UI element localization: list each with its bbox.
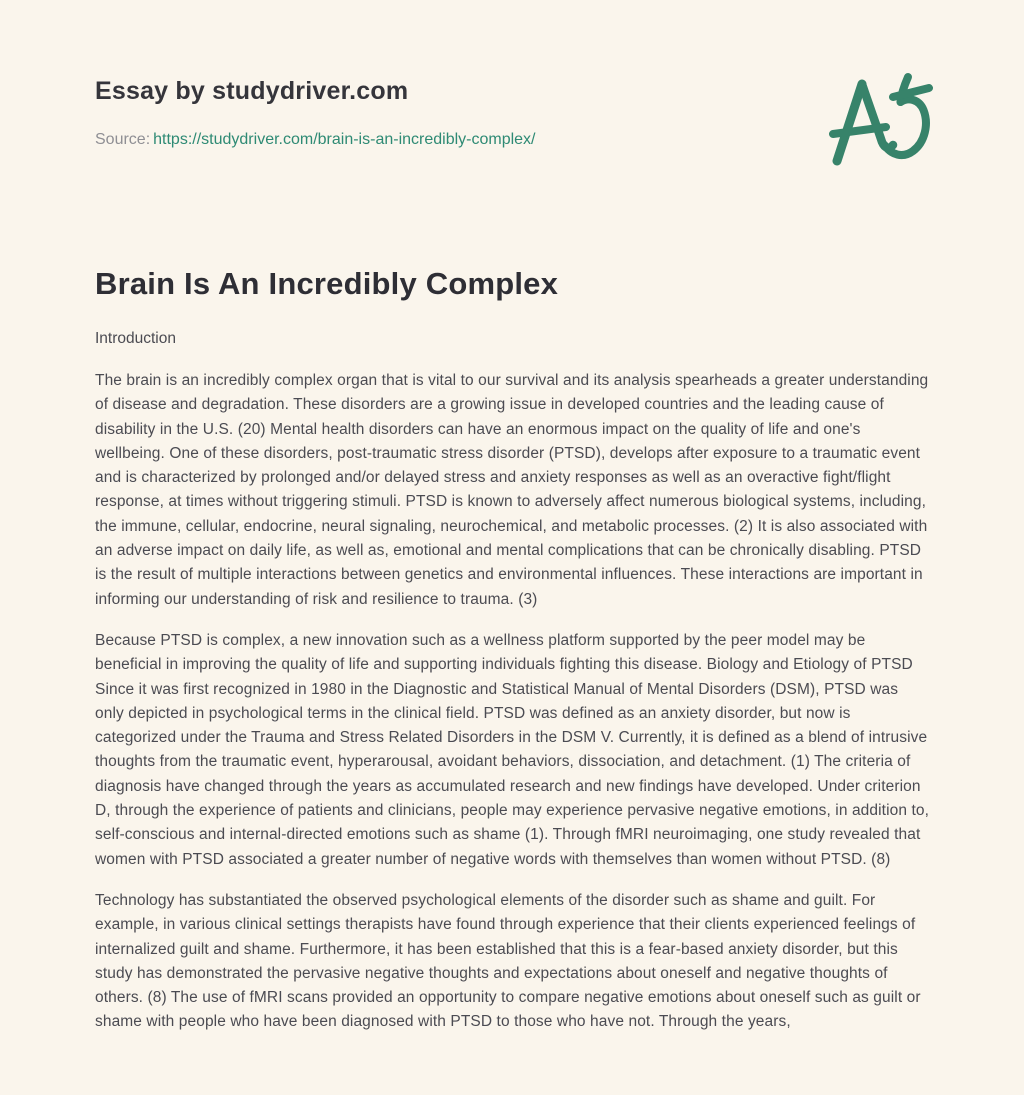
source-line (95, 131, 929, 149)
document-header (95, 0, 929, 149)
essay-article (95, 266, 929, 1035)
essay-body (95, 369, 929, 1035)
essay-paragraph-2: Because PTSD is complex, a new innovation such as a wellness platform supported by the peer model may be beneficial in improving the quality of life and supporting individuals fighting this disease. Biology and Etiology of PTSD Since it was first recognized in 1980 in the Diagnostic and Statistical Manual of Mental Disorders (DSM), PTSD was only depicted in psychological terms in the clinical field. PTSD was defined as an anxiety disorder, but now is categorized under the Trauma and Stress Related Disorders in the DSM V. Currently, it is defined as a blend of intrusive thoughts from the traumatic event, hyperarousal, avoidant behaviors, dissociation, and detachment. (1) The criteria of diagnosis have changed through the years as accumulated research and new findings have developed. Under criterion D, through the experience of patients and clinicians, people may experience pervasive negative emotions, in addition to, self-conscious and internal-directed emotions such as shame (1). Through fMRI neuroimaging, one study revealed that women with PTSD associated a greater number of negative words with themselves than women without PTSD. (8) (95, 631, 929, 868)
a-plus-logo-icon (820, 60, 952, 176)
source-label: Source: (95, 131, 151, 148)
source-link[interactable]: https://studydriver.com/brain-is-an-incredibly-complex/ (153, 131, 536, 148)
section-label-introduction: Introduction (95, 330, 176, 347)
essay-title: Brain Is An Incredibly Complex (95, 266, 559, 301)
site-header-title: Essay by studydriver.com (95, 77, 409, 105)
essay-paragraph-1: The brain is an incredibly complex organ that is vital to our survival and its analysis spearheads a greater understanding of disease and degradation. These disorders are a growing issue in developed countries and the leading cause of disability in the U.S. (20) Mental health disorders can have an enormous impact on the quality of life and one's wellbeing. One of these disorders, post-traumatic stress disorder (PTSD), develops after exposure to a traumatic event and is characterized by prolonged and/or delayed stress and anxiety responses as well as an overactive fight/flight response, at times without triggering stimuli. PTSD is known to adversely affect numerous biological systems, including, the immune, cellular, endocrine, neural signaling, neurochemical, and metabolic processes. (2) It is also associated with an adverse impact on daily life, as well as, emotional and mental complications that can be chronically disabling. PTSD is the result of multiple interactions between genetics and environmental influences. These interactions are important in informing our understanding of risk and resilience to trauma. (3) (95, 372, 929, 608)
essay-paragraph-3: Technology has substantiated the observed psychological elements of the disorder such as shame and guilt. For example, in various clinical settings therapists have found through experience that their clients experienced feelings of internalized guilt and shame. Furthermore, it has been established that this is a fear-based anxiety disorder, but this study has demonstrated the pervasive negative thoughts and expectations about oneself and negative thoughts of others. (8) The use of fMRI scans provided an opportunity to compare negative emotions about oneself such as guilt or shame with people who have been diagnosed with PTSD to those who have not. Through the years, (95, 891, 921, 1031)
